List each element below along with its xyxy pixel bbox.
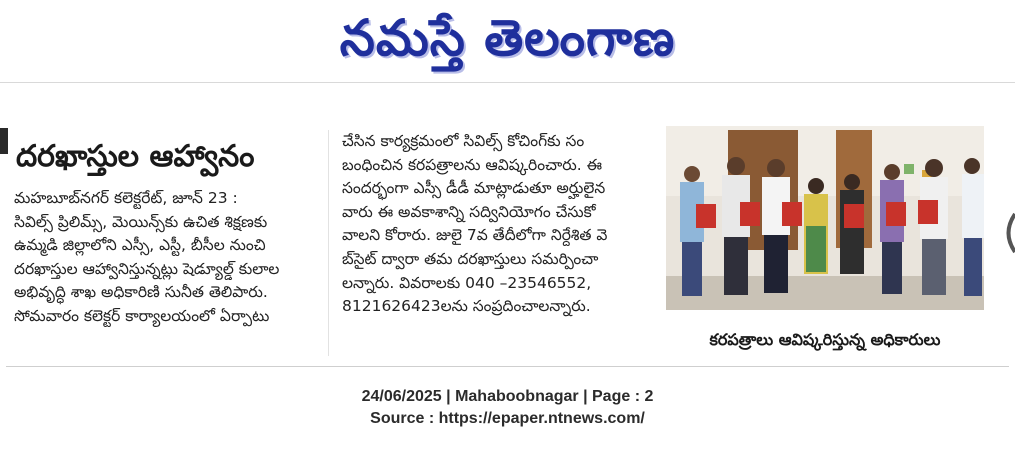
text-line: మహబూబ్‌నగర్ కలెక్టరేట్, జూన్ 23 : [14,189,238,207]
text-line: అభివృద్ధి శాఖ అధికారిణి సునీత తెలిపారు. [14,283,268,302]
article-headline: దరఖాస్తుల ఆహ్వానం [16,139,255,174]
page-footer [0,386,1015,430]
group-photo-illustration [666,126,984,310]
footer-divider [6,366,1009,367]
newspaper-masthead [0,0,1015,78]
text-line: బ్‌సైట్ ద్వారా తమ దరఖాస్తులు సమర్పించా [342,249,599,268]
text-line: దరఖాస్తుల ఆహ్వానిస్తున్నట్లు షెడ్యూల్డ్ కులాల [14,259,280,278]
text-line: సివిల్స్ ప్రిలిమ్స్, మెయిన్స్‌కు ఉచిత శిక్షణకు [14,212,268,231]
cropped-edge-graphic [998,210,1015,256]
text-line: చేసిన కార్యక్రమంలో సివిల్స్ కోచింగ్‌కు సం [342,132,585,150]
text-line: ఉమ్మడి జిల్లాలోని ఎస్సీ, ఎస్టీ, బీసీల నుంచి [14,236,266,255]
photo-caption: కరపత్రాలు ఆవిష్కరిస్తున్న అధికారులు [709,330,941,349]
text-line: బంధించిన కరపత్రాలను ఆవిష్కరించారు. ఈ [342,155,603,174]
text-line: లన్నారు. వివరాలకు 040 –23546552, [342,273,592,292]
footer-date-edition: 24/06/2025 | Mahaboobnagar | Page : 2 [361,388,654,405]
article-column-1 [14,187,316,329]
news-photo [666,126,984,310]
text-line: సోమవారం కలెక్టర్ కార్యాలయంలో ఏర్పాటు [14,306,270,325]
text-line: 8121626423లను సంప్రదించాలన్నారు. [342,297,591,316]
text-line: వారు ఈ అవకాశాన్ని సద్వినియోగం చేసుకో [342,202,596,221]
masthead-divider [0,82,1015,83]
masthead-title: నమస్తే తెలంగాణ [339,9,676,67]
cropped-edge-mark [0,128,8,154]
text-line: సందర్భంగా ఎస్సీ డీడీ మాట్లాడుతూ అర్హులైన [342,179,606,198]
column-divider [328,130,329,356]
text-line: వాలని కోరారు. జులై 7వ తేదీలోగా నిర్దేశిత వె [342,226,608,245]
footer-source: Source : https://epaper.ntnews.com/ [370,410,645,427]
article-column-2 [342,130,642,319]
